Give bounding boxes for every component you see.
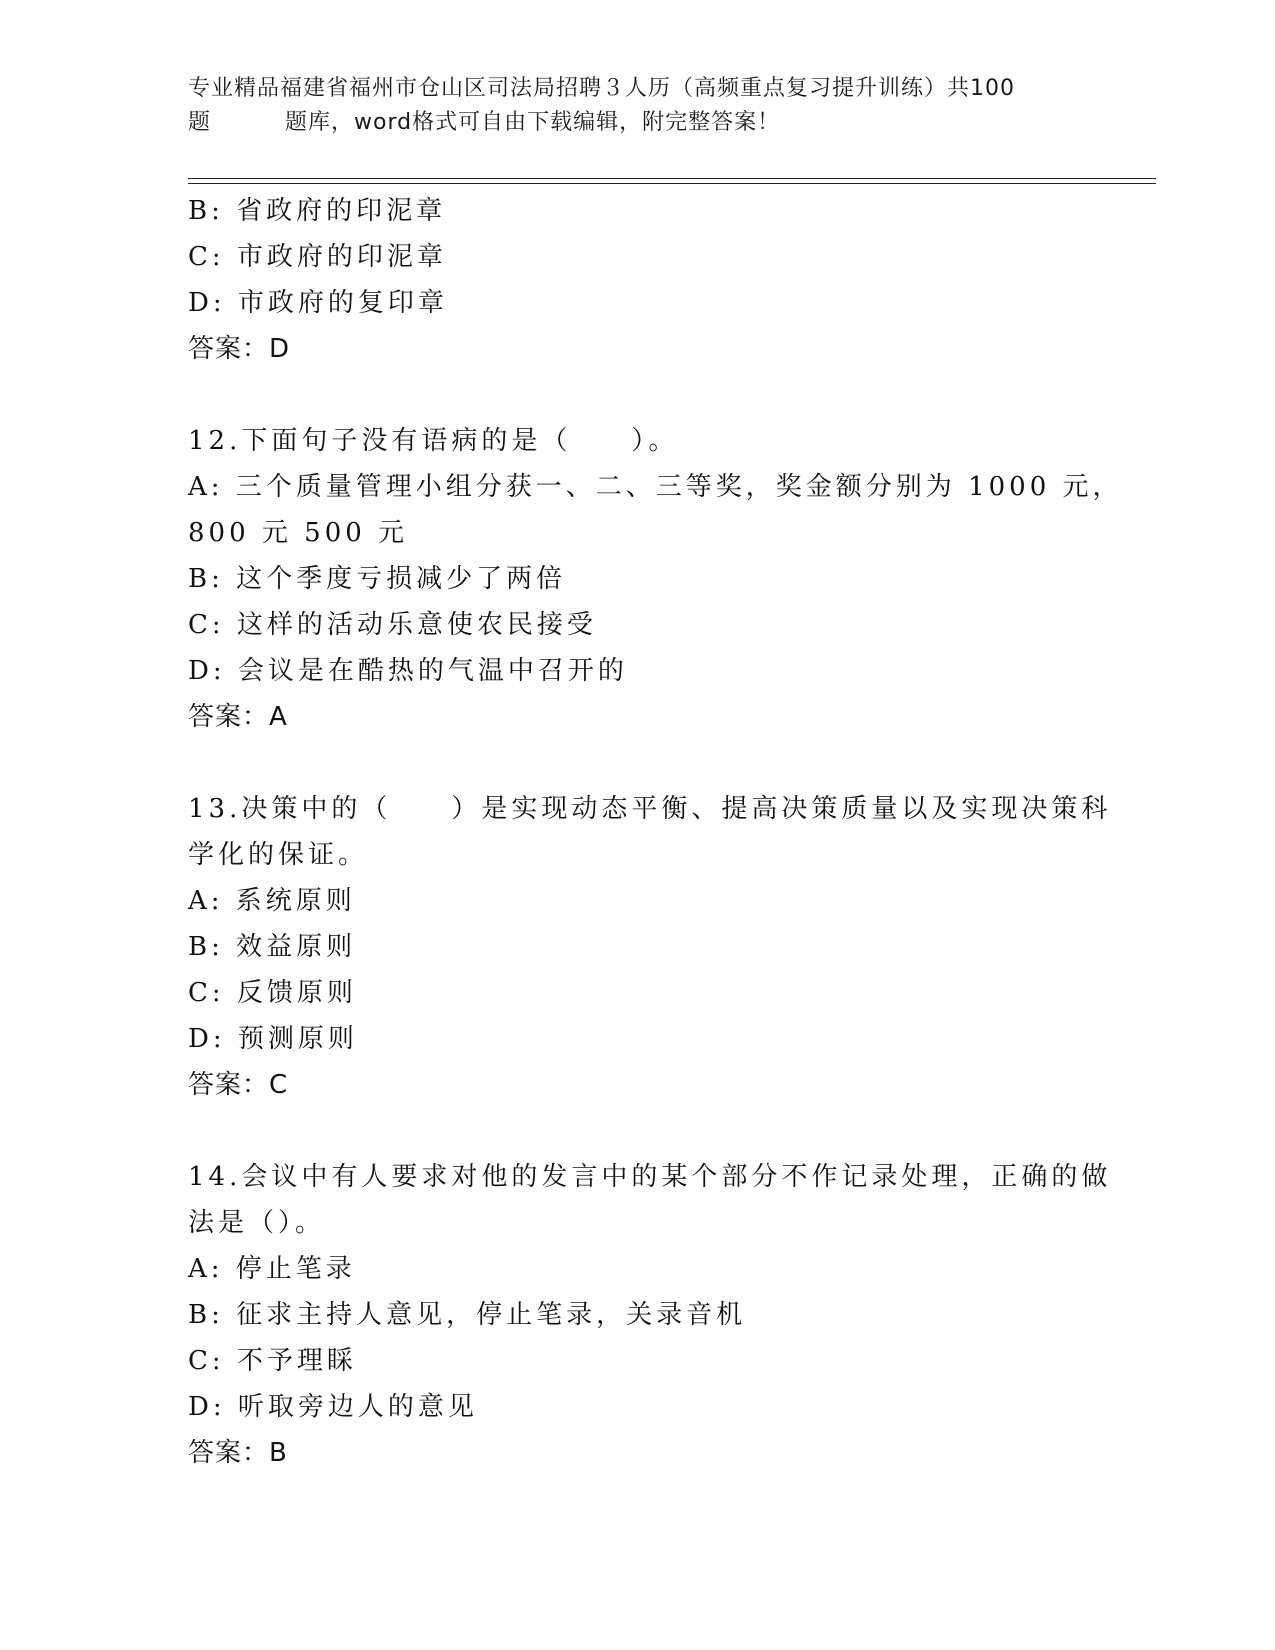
header-divider-bottom bbox=[188, 183, 1156, 184]
option-d: D: 会议是在酷热的气温中召开的 bbox=[188, 656, 628, 686]
option-d: D: 预测原则 bbox=[188, 1024, 358, 1054]
option-d: D: 市政府的复印章 bbox=[188, 288, 448, 318]
page-header bbox=[188, 72, 1088, 140]
option-c: C: 这样的活动乐意使农民接受 bbox=[188, 610, 597, 640]
header-title-line-1: 专业精品福建省福州市仓山区司法局招聘３人历（高频重点复习提升训练）共100 bbox=[188, 76, 1015, 101]
spacer bbox=[188, 1108, 1088, 1154]
option-d: D: 听取旁边人的意见 bbox=[188, 1392, 478, 1422]
question-14 bbox=[188, 1154, 1112, 1476]
question-stem: 12.下面句子没有语病的是（ ）。 bbox=[188, 426, 679, 456]
option-c: C: 反馈原则 bbox=[188, 978, 357, 1008]
option-b: B: 征求主持人意见，停止笔录，关录音机 bbox=[188, 1300, 747, 1330]
question-stem-continued: 法是（）。 bbox=[188, 1208, 326, 1238]
option-a: A: 停止笔录 bbox=[188, 1254, 356, 1284]
header-title-line-2 bbox=[188, 106, 1088, 140]
spacer bbox=[188, 372, 1088, 418]
question-11 bbox=[188, 188, 1088, 372]
option-a: A: 三个质量管理小组分获一、二、三等奖，奖金额分别为 1000 元， bbox=[188, 472, 1123, 502]
question-13 bbox=[188, 786, 1112, 1108]
option-c: C: 市政府的印泥章 bbox=[188, 242, 447, 272]
option-c: C: 不予理睬 bbox=[188, 1346, 357, 1376]
document-body bbox=[188, 188, 1123, 1476]
header-divider-top bbox=[188, 178, 1156, 179]
header-line-2-right: 题库，word格式可自由下载编辑，附完整答案！ bbox=[285, 110, 781, 135]
question-stem-continued: 学化的保证。 bbox=[188, 840, 369, 870]
option-a-continued: 800 元 500 元 bbox=[188, 518, 409, 548]
question-stem: 14.会议中有人要求对他的发言中的某个部分不作记录处理，正确的做 bbox=[188, 1162, 1112, 1192]
option-b: B: 这个季度亏损减少了两倍 bbox=[188, 564, 567, 594]
option-b: B: 效益原则 bbox=[188, 932, 357, 962]
answer-line: 答案：B bbox=[188, 1438, 288, 1468]
question-12 bbox=[188, 418, 1123, 740]
option-a: A: 系统原则 bbox=[188, 886, 356, 916]
header-line-2-left: 题 bbox=[188, 110, 212, 135]
option-b: B: 省政府的印泥章 bbox=[188, 196, 447, 226]
spacer bbox=[188, 740, 1088, 786]
question-stem: 13.决策中的（ ）是实现动态平衡、提高决策质量以及实现决策科 bbox=[188, 794, 1112, 824]
answer-line: 答案：D bbox=[188, 334, 291, 364]
answer-line: 答案：C bbox=[188, 1070, 289, 1100]
answer-line: 答案：A bbox=[188, 702, 288, 732]
